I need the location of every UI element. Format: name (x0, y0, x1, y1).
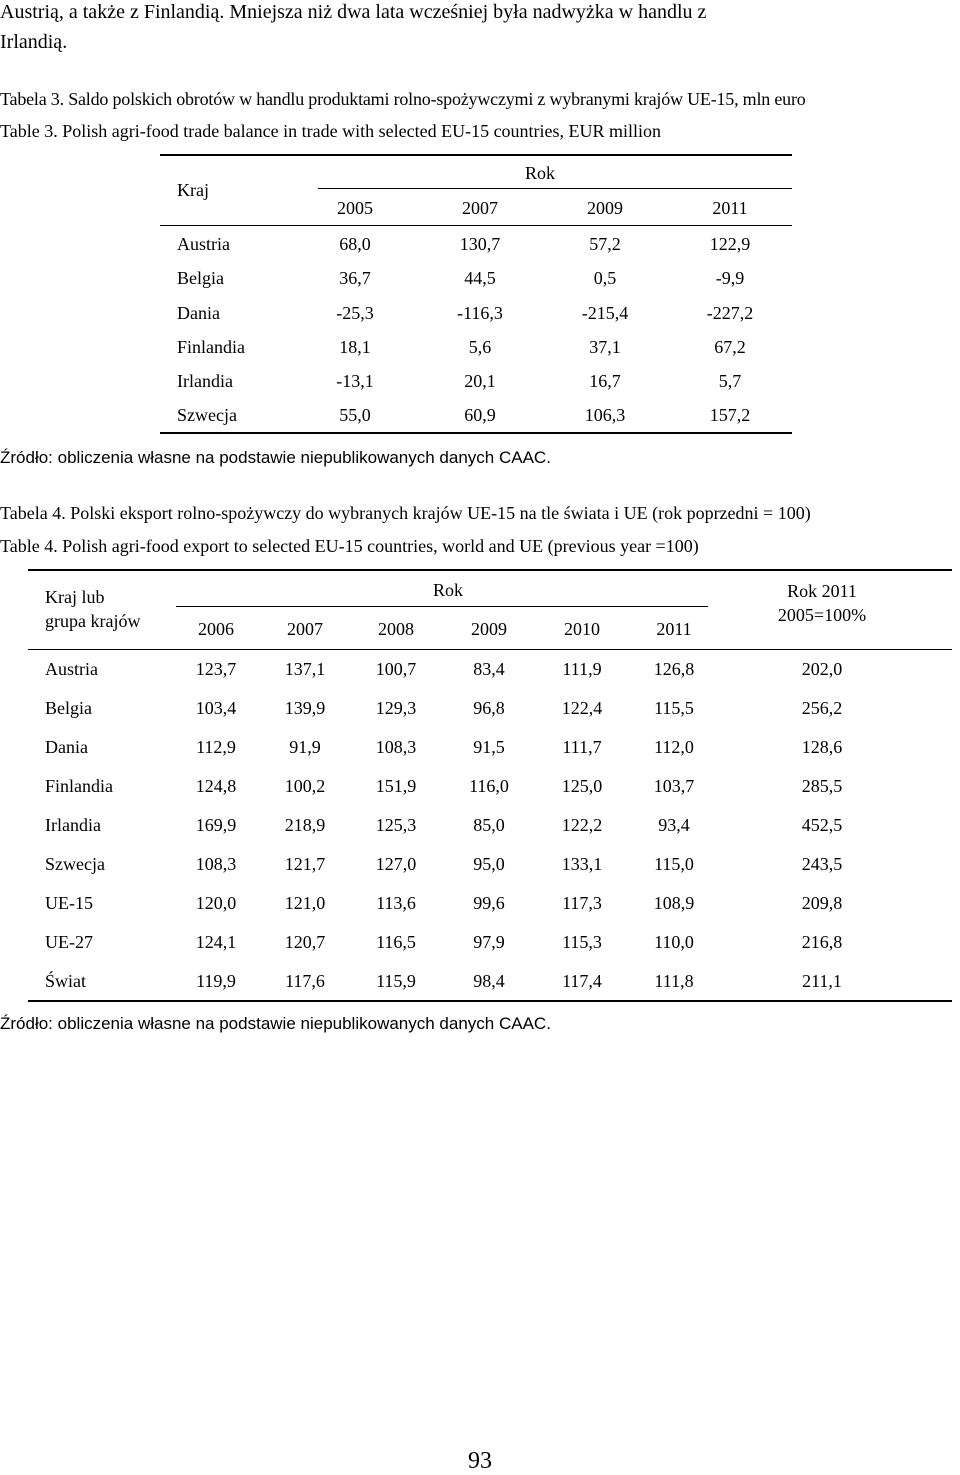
table4-year-header: 2006 (198, 619, 234, 639)
row-value: 117,3 (562, 893, 602, 913)
row-value: 16,7 (589, 371, 621, 391)
row-value: 44,5 (464, 268, 496, 288)
intro-line-2: Irlandią. (0, 31, 68, 53)
table4-header-country-line2: grupa krajów (45, 611, 141, 631)
row-index: 209,8 (801, 893, 843, 913)
row-value: 5,7 (718, 371, 742, 391)
row-index: 243,5 (801, 854, 843, 874)
row-country: UE-27 (45, 932, 93, 952)
row-value: 103,7 (653, 776, 695, 796)
table4-caption-en: Table 4. Polish agri-food export to selected EU-15 countries, world and UE (previous year =100) (0, 536, 699, 556)
table4-header-index-line2: 2005=100% (777, 605, 867, 625)
row-value: 117,6 (285, 971, 325, 991)
row-value: 36,7 (339, 268, 371, 288)
row-country: Belgia (45, 698, 92, 718)
row-value: 122,2 (561, 815, 603, 835)
table3-year-header: 2011 (712, 198, 748, 218)
row-value: 5,6 (468, 337, 492, 357)
row-country: Świat (45, 971, 87, 991)
row-value: 122,4 (561, 698, 603, 718)
table3-year-header: 2009 (587, 198, 623, 218)
row-value: 116,0 (469, 776, 509, 796)
table4-year-header: 2011 (656, 619, 692, 639)
row-value: 20,1 (464, 371, 496, 391)
row-value: 57,2 (589, 234, 621, 254)
page-number: 93 (468, 1448, 492, 1474)
row-value: 111,8 (654, 971, 694, 991)
row-country: Irlandia (177, 371, 233, 391)
row-country: Finlandia (177, 337, 245, 357)
row-value: -215,4 (581, 303, 629, 323)
row-value: -227,2 (706, 303, 754, 323)
row-country: Austria (177, 234, 230, 254)
row-country: Finlandia (45, 776, 113, 796)
row-index: 128,6 (801, 737, 843, 757)
row-value: 83,4 (473, 659, 505, 679)
row-value: 139,9 (284, 698, 326, 718)
row-value: 115,9 (376, 971, 416, 991)
row-value: 120,7 (284, 932, 326, 952)
table3-year-header: 2005 (337, 198, 373, 218)
row-value: 218,9 (284, 815, 326, 835)
table4-year-header: 2008 (378, 619, 414, 639)
row-value: 103,4 (195, 698, 237, 718)
row-value: 98,4 (473, 971, 505, 991)
row-value: 117,4 (562, 971, 602, 991)
table3-bottom-rule (160, 432, 792, 434)
row-value: 125,0 (561, 776, 603, 796)
table3-caption-en: Table 3. Polish agri-food trade balance in trade with selected EU-15 countries, EUR million (0, 121, 662, 141)
row-index: 256,2 (801, 698, 843, 718)
table3-caption-pl: Tabela 3. Saldo polskich obrotów w handlu produktami rolno-spożywczymi z wybranymi krajów UE-15, mln euro (0, 89, 806, 109)
row-value: 106,3 (584, 405, 626, 425)
table4-source: Źródło: obliczenia własne na podstawie niepublikowanych danych CAAC. (0, 1014, 551, 1033)
table4-header-rule (28, 649, 952, 650)
row-value: 121,7 (284, 854, 326, 874)
row-value: 18,1 (339, 337, 371, 357)
row-value: 67,2 (714, 337, 746, 357)
row-country: Belgia (177, 268, 224, 288)
row-value: -25,3 (336, 303, 374, 323)
row-value: 112,0 (654, 737, 694, 757)
row-value: 157,2 (709, 405, 751, 425)
row-index: 285,5 (801, 776, 843, 796)
row-value: 133,1 (561, 854, 603, 874)
row-value: 120,0 (195, 893, 237, 913)
row-value: 37,1 (589, 337, 621, 357)
table3-year-header: 2007 (462, 198, 498, 218)
row-value: -13,1 (336, 371, 374, 391)
row-value: 169,9 (195, 815, 237, 835)
row-value: 115,5 (654, 698, 694, 718)
table4-header-index-line1: Rok 2011 (787, 581, 857, 601)
row-value: 121,0 (284, 893, 326, 913)
row-country: Austria (45, 659, 98, 679)
row-value: 122,9 (709, 234, 751, 254)
row-value: 130,7 (459, 234, 501, 254)
table4-year-header: 2010 (564, 619, 600, 639)
row-value: 0,5 (593, 268, 617, 288)
table3-header-rule (160, 225, 792, 226)
table4-caption-pl: Tabela 4. Polski eksport rolno-spożywczy do wybranych krajów UE-15 na tle świata i UE (rok poprzedni = 100) (0, 503, 811, 523)
table3-header-country: Kraj (177, 180, 209, 200)
row-value: 55,0 (339, 405, 371, 425)
table4-bottom-rule (28, 1000, 952, 1002)
table3-top-rule (160, 154, 792, 156)
row-country: Irlandia (45, 815, 101, 835)
row-value: 113,6 (376, 893, 416, 913)
row-value: 91,9 (289, 737, 321, 757)
row-value: 110,0 (654, 932, 694, 952)
row-value: 60,9 (464, 405, 496, 425)
row-country: Dania (177, 303, 220, 323)
row-value: 115,3 (562, 932, 602, 952)
row-value: 91,5 (473, 737, 505, 757)
table3-year-group-rule (318, 188, 792, 189)
row-value: 95,0 (473, 854, 505, 874)
row-country: Dania (45, 737, 88, 757)
row-value: 151,9 (375, 776, 417, 796)
row-value: 111,9 (562, 659, 602, 679)
row-value: 108,9 (653, 893, 695, 913)
intro-line-1: Austrią, a także z Finlandią. Mniejsza niż dwa lata wcześniej była nadwyżka w handlu z (0, 1, 707, 23)
row-value: -9,9 (715, 268, 745, 288)
row-value: 97,9 (473, 932, 505, 952)
row-country: Szwecja (177, 405, 237, 425)
row-value: 124,8 (195, 776, 237, 796)
row-value: 119,9 (196, 971, 236, 991)
row-country: UE-15 (45, 893, 93, 913)
row-value: 99,6 (473, 893, 505, 913)
row-value: 116,5 (376, 932, 416, 952)
table4-year-header: 2007 (287, 619, 323, 639)
row-index: 452,5 (801, 815, 843, 835)
row-index: 216,8 (801, 932, 843, 952)
table4-top-rule (28, 569, 952, 571)
table4-header-year-group: Rok (432, 580, 463, 600)
row-value: 127,0 (375, 854, 417, 874)
row-value: 137,1 (284, 659, 326, 679)
row-value: 85,0 (473, 815, 505, 835)
row-value: -116,3 (457, 303, 503, 323)
row-index: 202,0 (801, 659, 843, 679)
row-value: 129,3 (375, 698, 417, 718)
row-value: 108,3 (195, 854, 237, 874)
table4-year-group-rule (176, 606, 708, 607)
row-value: 93,4 (658, 815, 690, 835)
row-value: 125,3 (375, 815, 417, 835)
table4-header-country-line1: Kraj lub (45, 587, 105, 607)
table3-source: Źródło: obliczenia własne na podstawie niepublikowanych danych CAAC. (0, 448, 551, 467)
row-value: 111,7 (562, 737, 602, 757)
row-value: 124,1 (195, 932, 237, 952)
table3-header-year-group: Rok (524, 163, 555, 183)
row-value: 112,9 (196, 737, 236, 757)
row-value: 100,7 (375, 659, 417, 679)
row-value: 126,8 (653, 659, 695, 679)
row-country: Szwecja (45, 854, 105, 874)
row-value: 108,3 (375, 737, 417, 757)
row-value: 68,0 (339, 234, 371, 254)
row-value: 96,8 (473, 698, 505, 718)
row-value: 100,2 (284, 776, 326, 796)
table4-year-header: 2009 (471, 619, 507, 639)
row-value: 115,0 (654, 854, 694, 874)
row-value: 123,7 (195, 659, 237, 679)
row-index: 211,1 (802, 971, 842, 991)
